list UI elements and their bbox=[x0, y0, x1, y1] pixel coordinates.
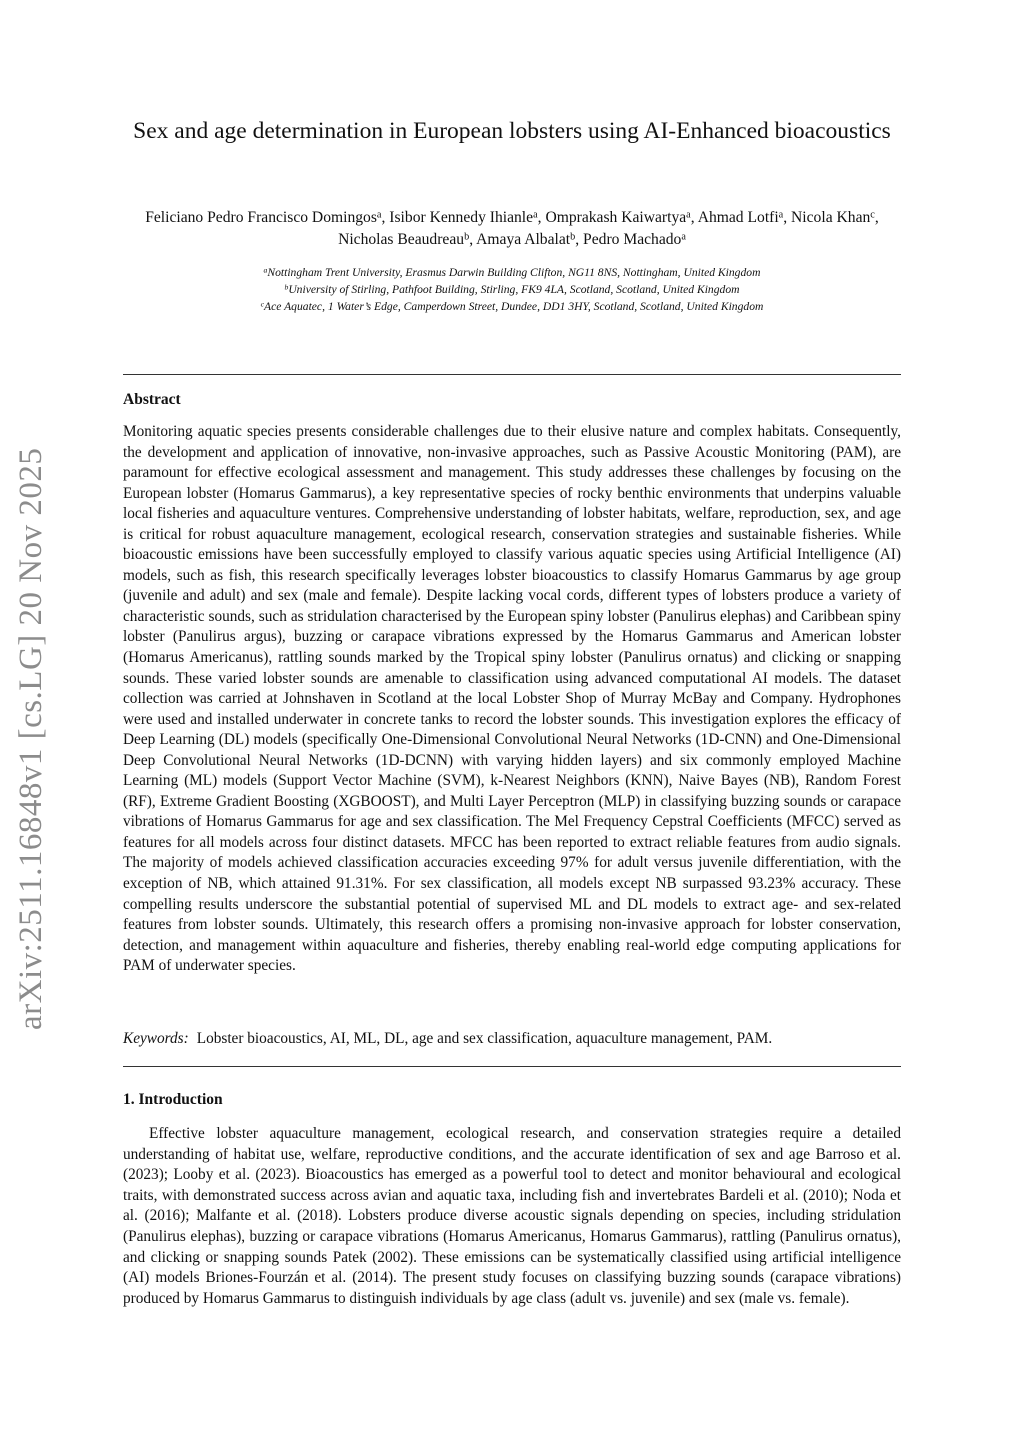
keywords-text: Lobster bioacoustics, AI, ML, DL, age and sex classification, aquaculture management, PAM. bbox=[196, 1030, 773, 1047]
author-affiliation-mark: a bbox=[686, 209, 691, 221]
author-affiliation-mark: a bbox=[376, 209, 382, 221]
introduction-body: Effective lobster aquaculture management, ecological research, and conservation strategies require a detailed understanding of habitat use, welfare, reproductive conditions, and the accurate identification of sex and age Barroso et al. (2023); Looby et al. (2023). Bioacoustics has emerged as a powerful tool to detect and monitor behavioural and ecological traits, with demonstrated success across avian and aquatic taxa, including fish and invertebrates Bardeli et al. (2010); Noda et al. (2016); Malfante et al. (2018). Lobsters produce diverse acoustic signals depending on species, including stridulation (Panulirus elephas), buzzing or carapace vibrations (Homarus Americanus, Homarus Gammarus), rattling (Panulirus ornatus), and clicking or snapping sounds Patek (2002). These emissions can be systematically classified using artificial intelligence (AI) models Briones-Fourzán et al. (2014). The present study focuses on classifying buzzing sounds (carapace vibrations) produced by Homarus Gammarus to distinguish individuals by age class (adult vs. juvenile) and sex (male vs. female). bbox=[123, 1125, 901, 1307]
author bbox=[545, 209, 690, 226]
author-name: Pedro Machado bbox=[583, 231, 682, 248]
author-name: Nicholas Beaudreau bbox=[338, 231, 465, 248]
author bbox=[145, 209, 381, 226]
author-affiliation-mark: b bbox=[570, 231, 576, 243]
affiliation-mark: a bbox=[263, 265, 268, 275]
author-affiliation-mark: b bbox=[464, 231, 470, 243]
affiliation-mark: b bbox=[284, 282, 289, 292]
affiliation-text: Nottingham Trent University, Erasmus Darwin Building Clifton, NG11 8NS, Nottingham, United Kingdom bbox=[267, 266, 761, 279]
keywords-label: Keywords: bbox=[123, 1030, 189, 1047]
author bbox=[698, 209, 784, 226]
author-name: Feliciano Pedro Francisco Domingos bbox=[145, 209, 377, 226]
abstract-bottom-rule bbox=[123, 1066, 901, 1067]
author bbox=[389, 209, 537, 226]
affiliation-mark: c bbox=[260, 299, 265, 309]
author-affiliation-mark: a bbox=[681, 231, 686, 243]
keywords-line bbox=[123, 1029, 901, 1049]
introduction-heading: 1. Introduction bbox=[123, 1091, 223, 1108]
author-name: Amaya Albalat bbox=[476, 231, 571, 248]
author-name: Isibor Kennedy Ihianle bbox=[389, 209, 534, 226]
paper-title: Sex and age determination in European lobsters using AI-Enhanced bioacoustics bbox=[133, 118, 891, 144]
affiliation-text: University of Stirling, Pathfoot Building, Stirling, FK9 4LA, Scotland, Scotland, United Kingdom bbox=[288, 283, 740, 296]
affiliation-text: Ace Aquatec, 1 Water’s Edge, Camperdown Street, Dundee, DD1 3HY, Scotland, Scotland, United Kingdom bbox=[264, 300, 764, 313]
affiliation-list bbox=[124, 264, 900, 315]
author bbox=[338, 231, 469, 248]
arxiv-identifier: arXiv:2511.16848v1 [cs.LG] 20 Nov 2025 bbox=[13, 447, 49, 1030]
author-affiliation-mark: a bbox=[533, 209, 538, 221]
affiliation bbox=[124, 298, 900, 315]
abstract-top-rule bbox=[123, 374, 901, 375]
author-list: Feliciano Pedro Francisco Domingos$^a$, Isibor Kennedy Ihianle$^a$, Omprakash Kaiwartya$^a$, Ahmad Lotfi$^a$, Nicola Khan$^c$, Nicholas Beaudreau$^b$, Amaya Albalat$^b$, Pedro Machado$^a$ bbox=[145, 209, 879, 248]
author-name: Ahmad Lotfi bbox=[697, 209, 779, 226]
affiliation bbox=[124, 264, 900, 281]
author bbox=[791, 209, 875, 226]
author-name: Nicola Khan bbox=[791, 209, 871, 226]
author-affiliation-mark: a bbox=[778, 209, 784, 221]
author-name: Omprakash Kaiwartya bbox=[545, 209, 687, 226]
author bbox=[583, 231, 686, 248]
abstract-body: Monitoring aquatic species presents considerable challenges due to their elusive nature and complex habitats. Consequently, the development and application of innovative, non-invasive approaches, such as Passive Acoustic Monitoring (PAM), are paramount for effective ecological assessment and management. This study addresses these challenges by focusing on the European lobster (Homarus Gammarus), a key representative species of rocky benthic environments that underpins valuable local fisheries and aquaculture ventures. Comprehensive understanding of lobster habitats, welfare, reproduction, sex, and age is critical for robust aquaculture management, ecological research, conservation strategies and sustainable fisheries. While bioacoustic emissions have been successfully employed to classify various aquatic species using Artificial Intelligence (AI) models, such as fish, this research specifically leverages lobster bioacoustics to classify Homarus Gammarus by age group (juvenile and adult) and sex (male and female). Despite lacking vocal cords, different types of lobsters produce a variety of characteristic sounds, such as stridulation characterised by the European spiny lobster (Panulirus elephas) and Caribbean spiny lobster (Panulirus argus), buzzing or carapace vibrations expressed by the Homarus Gammarus and American lobster (Homarus Americanus), rattling sounds marked by the Tropical spiny lobster (Panulirus ornatus) and clicking or snapping sounds. These varied lobster sounds are amenable to classification using advanced computational AI models. The dataset collection was carried at Johnshaven in Scotland at the local Lobster Shop of Murray McBay and Company. Hydrophones were used and installed underwater in concrete tanks to record the lobster sounds. This investigation explores the efficacy of Deep Learning (DL) models (specifically One-Dimensional Convolutional Neural Networks (1D-CNN) and One-Dimensional Deep Convolutional Neural Networks (1D-DCNN) with varying hidden layers) and six commonly employed Machine Learning (ML) models (Support Vector Machine (SVM), k-Nearest Neighbors (KNN), Naive Bayes (NB), Random Forest (RF), Extreme Gradient Boosting (XGBOOST), and Multi Layer Perceptron (MLP) in classifying buzzing sounds or carapace vibrations of Homarus Gammarus for age and sex classification. The Mel Frequency Cepstral Coefficients (MFCC) served as features for all models across four distinct datasets. MFCC has been reported to extract reliable features from audio signals. The majority of models achieved classification accuracies exceeding 97% for adult versus juvenile differentiation, with the exception of NB, which attained 91.31%. For sex classification, all models except NB surpassed 93.23% accuracy. These compelling results underscore the substantial potential of supervised ML and DL models to extract age- and sex-related features from lobster sounds. Ultimately, this research offers a promising non-invasive approach for lobster conservation, detection, and management within aquaculture and fisheries, thereby enabling real-world edge computing applications for PAM of underwater species. bbox=[123, 423, 901, 975]
affiliation bbox=[124, 281, 900, 298]
author-affiliation-mark: c bbox=[870, 209, 875, 221]
abstract-heading: Abstract bbox=[123, 391, 181, 408]
author bbox=[476, 231, 575, 248]
